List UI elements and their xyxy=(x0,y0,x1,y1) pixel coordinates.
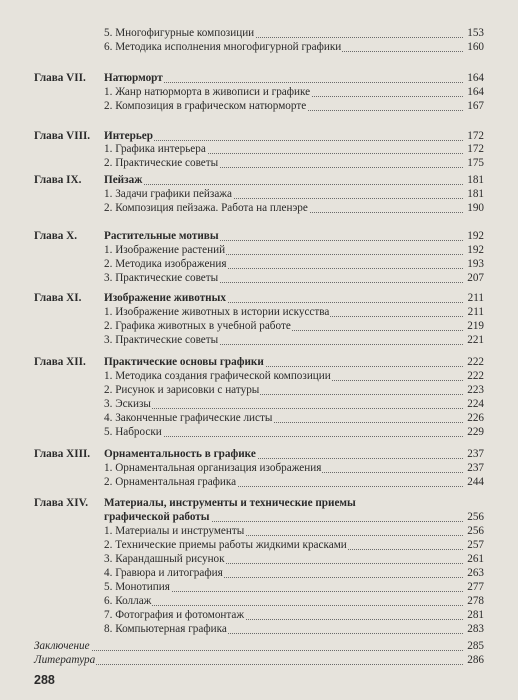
toc-row xyxy=(0,595,518,608)
entry-title: 1. Изображение растений xyxy=(104,244,226,256)
page-ref: 263 xyxy=(464,567,484,580)
chapter-row xyxy=(0,448,518,461)
toc-row xyxy=(0,41,518,54)
entry-title: 4. Законченные графические листы xyxy=(104,412,273,424)
entry-title: 1. Материалы и инструменты xyxy=(104,525,245,537)
page-ref: 181 xyxy=(464,174,484,187)
entry-title: 6. Коллаж xyxy=(104,595,152,607)
page-ref: 256 xyxy=(464,511,484,524)
page-ref: 223 xyxy=(464,384,484,397)
page-ref: 167 xyxy=(464,100,484,113)
page-number: 288 xyxy=(34,673,55,687)
page-ref: 229 xyxy=(464,426,484,439)
page-ref: 222 xyxy=(464,370,484,383)
chapter-row xyxy=(0,174,518,187)
chapter-row xyxy=(0,72,518,85)
entry-title: 1. Графика интерьера xyxy=(104,143,206,155)
toc-row xyxy=(0,157,518,170)
entry-title: 6. Методика исполнения многофигурной графики xyxy=(104,41,342,53)
entry-title: Практические основы графики xyxy=(104,356,264,368)
chapter-row xyxy=(0,292,518,305)
toc-row xyxy=(0,525,518,538)
page-ref: 221 xyxy=(464,334,484,347)
entry-title: 5. Многофигурные композиции xyxy=(104,27,255,39)
toc-row xyxy=(0,567,518,580)
page-ref: 237 xyxy=(464,448,484,461)
page-ref: 256 xyxy=(464,525,484,538)
page-ref: 286 xyxy=(464,654,484,667)
entry-title: Пейзаж xyxy=(104,174,143,186)
page-ref: 190 xyxy=(464,202,484,215)
entry-title: 1. Методика создания графической композиции xyxy=(104,370,331,382)
entry-title: 5. Монотипия xyxy=(104,581,170,593)
entry-title: 1. Задачи графики пейзажа xyxy=(104,188,233,200)
page-ref: 278 xyxy=(464,595,484,608)
entry-title: Заключение xyxy=(34,640,90,652)
toc-row xyxy=(0,100,518,113)
page-ref: 211 xyxy=(464,306,484,319)
toc-row xyxy=(0,476,518,489)
entry-title: графической работы xyxy=(104,511,210,523)
page-ref: 261 xyxy=(464,553,484,566)
toc-row xyxy=(0,426,518,439)
toc-row xyxy=(0,398,518,411)
entry-title: 2. Композиция пейзажа. Работа на пленэре xyxy=(104,202,308,214)
toc-row xyxy=(0,462,518,475)
page-ref: 219 xyxy=(464,320,484,333)
entry-title: 7. Фотография и фотомонтаж xyxy=(104,609,245,621)
leader-dots xyxy=(34,664,483,665)
page-ref: 281 xyxy=(464,609,484,622)
chapter-label: Глава XIV. xyxy=(34,497,89,509)
entry-title: Изображение животных xyxy=(104,292,226,304)
entry-title: Интерьер xyxy=(104,130,153,142)
toc-row xyxy=(0,654,518,667)
entry-title: 3. Эскизы xyxy=(104,398,151,410)
chapter-label: Глава XII. xyxy=(34,356,86,368)
page-ref: 160 xyxy=(464,41,484,54)
entry-title: 1. Изображение животных в истории искусства xyxy=(104,306,330,318)
toc-row xyxy=(0,412,518,425)
toc-row xyxy=(0,370,518,383)
page-ref: 257 xyxy=(464,539,484,552)
toc-row xyxy=(0,640,518,653)
toc-row xyxy=(0,609,518,622)
entry-title: 5. Наброски xyxy=(104,426,162,438)
page-ref: 175 xyxy=(464,157,484,170)
leader-dots xyxy=(104,184,483,185)
entry-title: 2. Методика изображения xyxy=(104,258,227,270)
chapter-label: Глава VII. xyxy=(34,72,86,84)
page-ref: 207 xyxy=(464,272,484,285)
leader-dots xyxy=(104,605,483,606)
toc-row xyxy=(0,384,518,397)
toc-row xyxy=(0,553,518,566)
entry-title: 1. Жанр натюрморта в живописи и графике xyxy=(104,86,311,98)
page-ref: 222 xyxy=(464,356,484,369)
toc-row xyxy=(0,188,518,201)
entry-title: 2. Практические советы xyxy=(104,157,219,169)
toc-row xyxy=(0,143,518,156)
page-ref: 277 xyxy=(464,581,484,594)
page-ref: 285 xyxy=(464,640,484,653)
leader-dots xyxy=(104,408,483,409)
chapter-label: Глава XIII. xyxy=(34,448,91,460)
page-ref: 172 xyxy=(464,143,484,156)
entry-title: 2. Орнаментальная графика xyxy=(104,476,237,488)
entry-title: Натюрморт xyxy=(104,72,163,84)
page-ref: 237 xyxy=(464,462,484,475)
chapter-label: Глава VIII. xyxy=(34,130,91,142)
entry-title: 2. Рисунок и зарисовки с натуры xyxy=(104,384,260,396)
toc-row xyxy=(0,539,518,552)
chapter-label: Глава IX. xyxy=(34,174,82,186)
leader-dots xyxy=(34,650,483,651)
entry-title: 3. Практические советы xyxy=(104,334,219,346)
page-ref: 226 xyxy=(464,412,484,425)
chapter-row xyxy=(0,497,518,510)
chapter-label: Глава XI. xyxy=(34,292,82,304)
toc-row xyxy=(0,258,518,271)
entry-title: Литература xyxy=(34,654,96,666)
toc-row xyxy=(0,511,518,524)
entry-title: Материалы, инструменты и технические приемы xyxy=(104,497,356,509)
page-ref: 172 xyxy=(464,130,484,143)
entry-title: Растительные мотивы xyxy=(104,230,219,242)
chapter-row xyxy=(0,230,518,243)
chapter-row xyxy=(0,130,518,143)
toc-row xyxy=(0,623,518,636)
page-ref: 181 xyxy=(464,188,484,201)
page-ref: 192 xyxy=(464,230,484,243)
entry-title: 3. Карандашный рисунок xyxy=(104,553,225,565)
entry-title: 2. Технические приемы работы жидкими красками xyxy=(104,539,347,551)
page-ref: 244 xyxy=(464,476,484,489)
page-ref: 192 xyxy=(464,244,484,257)
chapter-label: Глава X. xyxy=(34,230,78,242)
entry-title: 4. Гравюра и литография xyxy=(104,567,223,579)
entry-title: 8. Компьютерная графика xyxy=(104,623,227,635)
entry-title: Орнаментальность в графике xyxy=(104,448,256,460)
toc-row xyxy=(0,202,518,215)
page-ref: 153 xyxy=(464,27,484,40)
chapter-row xyxy=(0,356,518,369)
page-ref: 224 xyxy=(464,398,484,411)
page-ref: 193 xyxy=(464,258,484,271)
entry-title: 2. Композиция в графическом натюрморте xyxy=(104,100,307,112)
toc-row xyxy=(0,272,518,285)
entry-title: 2. Графика животных в учебной работе xyxy=(104,320,291,332)
toc-row xyxy=(0,306,518,319)
page-ref: 283 xyxy=(464,623,484,636)
leader-dots xyxy=(104,140,483,141)
entry-title: 3. Практические советы xyxy=(104,272,219,284)
entry-title: 1. Орнаментальная организация изображения xyxy=(104,462,322,474)
page-ref: 164 xyxy=(464,86,484,99)
page-ref: 211 xyxy=(464,292,484,305)
toc-row xyxy=(0,244,518,257)
toc-row xyxy=(0,320,518,333)
toc-row xyxy=(0,334,518,347)
toc-row xyxy=(0,27,518,40)
toc-row xyxy=(0,86,518,99)
page-ref: 164 xyxy=(464,72,484,85)
toc-row xyxy=(0,581,518,594)
